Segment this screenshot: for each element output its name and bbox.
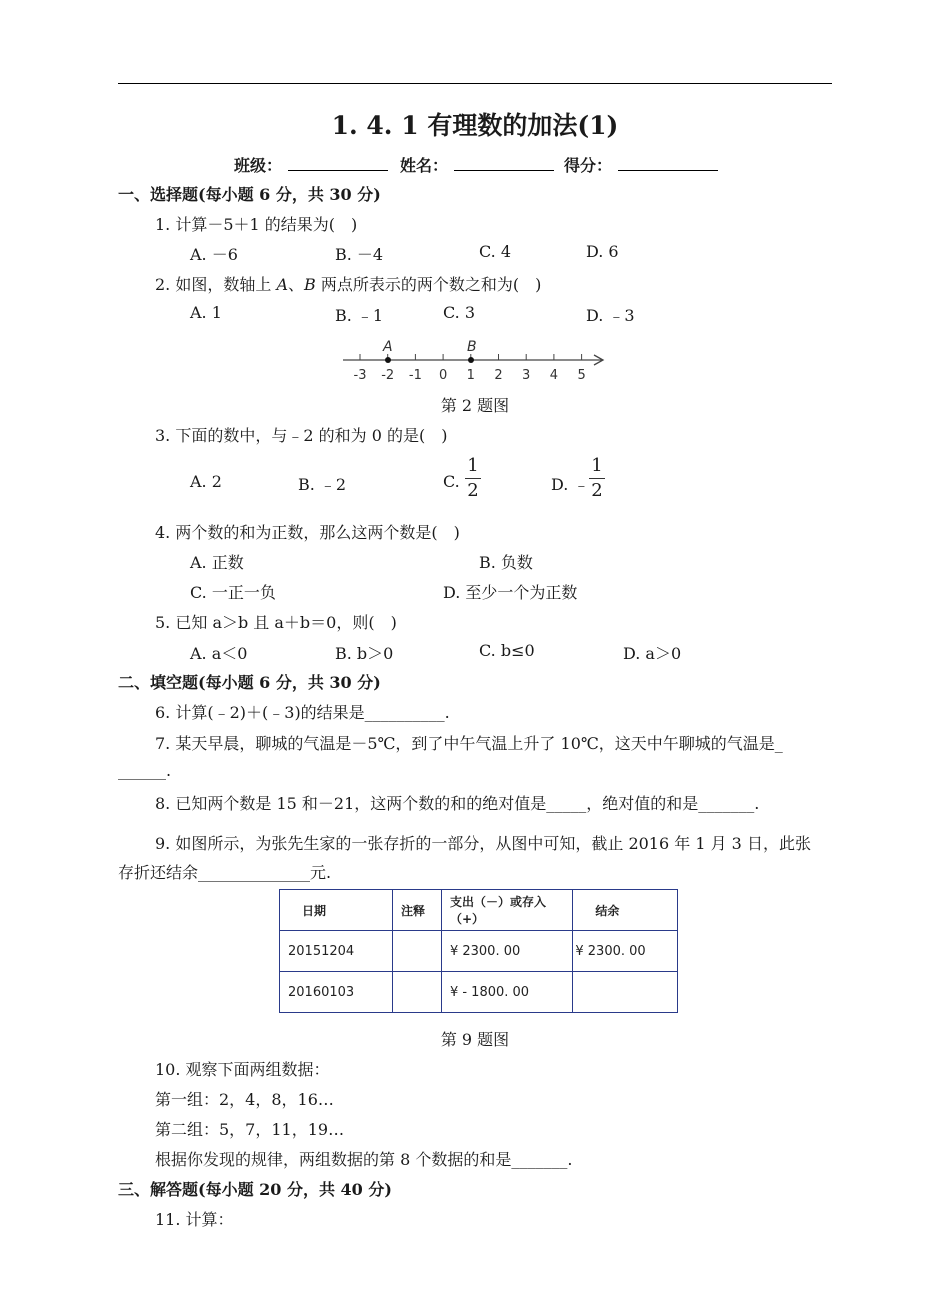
q3-stem: 3. 下面的数中，与﹣2 的和为 0 的是( ) [155,426,448,445]
row2-balance [573,972,678,1013]
name-label: 姓名： [400,156,449,175]
q2-option-c[interactable]: C. 3 [443,303,476,322]
q4-option-d[interactable]: D. 至少一个为正数 [443,583,578,602]
q3-c-fraction: 1 2 [465,455,481,502]
row1-note [392,931,441,972]
q11-text: 11. 计算： [155,1210,234,1229]
row2-note [392,972,441,1013]
q2-option-b[interactable]: B. ﹣1 [335,306,384,325]
row1-balance: ¥ 2300. 00 [573,931,678,972]
point-a-dot [385,357,391,363]
score-blank[interactable] [618,170,718,171]
q2-option-a[interactable]: A. 1 [190,303,222,322]
col-note-header: 注释 [392,890,441,931]
q7-text-line1: 7. 某天早晨，聊城的气温是－5℃，到了中午气温上升了 10℃，这天中午聊城的气温是_ [155,734,783,753]
top-rule [118,83,832,84]
q3-option-b[interactable]: B. ﹣2 [298,475,347,494]
row1-date: 20151204 [280,931,393,972]
number-line-tick-label: 0 [438,368,448,383]
q9-text-line2: 存折还结余______________元. [118,863,332,882]
q2-caption: 第 2 题图 [440,396,510,415]
page-title: 1. 4. 1 有理数的加法(1) [331,111,619,140]
number-line-tick-label: 3 [522,368,531,383]
table-row [280,972,678,1013]
q4-option-a[interactable]: A. 正数 [190,553,244,572]
row2-date: 20160103 [280,972,393,1013]
q3-option-d[interactable]: D. ﹣ [551,475,590,494]
q5-option-c[interactable]: C. b≤0 [479,641,535,660]
q3-option-c[interactable]: C. [443,472,460,491]
q10-text-line1: 10. 观察下面两组数据： [155,1060,330,1079]
q5-option-a[interactable]: A. a＜0 [190,644,248,663]
col-date-header: 日期 [280,890,393,931]
number-line-tick-label: 4 [549,368,559,383]
number-line-tick-label: 5 [577,368,586,383]
q10-text-line3: 第二组：5，7，11，19… [155,1120,345,1139]
q2-option-d[interactable]: D. ﹣3 [586,306,635,325]
q1-option-a[interactable]: A. －6 [190,245,238,264]
point-b-dot [468,357,474,363]
number-line-tick-label: 1 [466,368,475,383]
table-row [280,931,678,972]
name-blank[interactable] [454,170,554,171]
class-label: 班级： [234,156,283,175]
q4-option-b[interactable]: B. 负数 [479,553,533,572]
q2-stem: 2. 如图，数轴上 A、B 两点所表示的两个数之和为( ) [155,275,542,294]
q5-option-b[interactable]: B. b＞0 [335,644,394,663]
bankbook-figure [279,889,678,1017]
q1-stem: 1. 计算－5＋1 的结果为( ) [155,215,358,234]
col-balance-header: 结余 [573,890,678,931]
point-a-label: A [383,339,393,355]
q10-text-line4: 根据你发现的规律，两组数据的第 8 个数据的和是_______. [155,1150,573,1169]
section2-header: 二、填空题(每小题 6 分，共 30 分) [118,673,381,692]
row2-amount: ¥ - 1800. 00 [441,972,572,1013]
q5-option-d[interactable]: D. a＞0 [623,644,682,663]
q9-text-line1: 9. 如图所示，为张先生家的一张存折的一部分，从图中可知，截止 2016 年 1 月 3 日，此张 [155,834,811,853]
q10-text-line2: 第一组：2，4，8，16… [155,1090,334,1109]
q4-stem: 4. 两个数的和为正数，那么这两个数是( ) [155,523,460,542]
section1-header: 一、选择题(每小题 6 分，共 30 分) [118,185,381,204]
bankbook-table [279,889,678,1013]
q1-option-d[interactable]: D. 6 [586,242,619,261]
col-amount-header: 支出（－）或存入（+） [441,890,572,931]
class-blank[interactable] [288,170,388,171]
number-line-tick-label: -3 [353,368,367,383]
q3-d-fraction: 1 2 [589,455,605,502]
q8-text: 8. 已知两个数是 15 和－21，这两个数的和的绝对值是_____，绝对值的和是_______. [155,794,760,813]
number-line-figure [338,336,608,386]
number-line-tick-label: -1 [408,368,422,383]
q3-option-a[interactable]: A. 2 [190,472,222,491]
score-label: 得分： [564,156,613,175]
number-line-tick-label: 2 [494,368,503,383]
q6-text: 6. 计算(﹣2)＋(﹣3)的结果是__________. [155,703,450,722]
point-b-label: B [467,339,477,355]
row1-amount: ¥ 2300. 00 [441,931,572,972]
q1-option-c[interactable]: C. 4 [479,242,512,261]
q1-option-b[interactable]: B. －4 [335,245,384,264]
q5-stem: 5. 已知 a＞b 且 a＋b＝0，则( ) [155,613,397,632]
bankbook-header-row [280,890,678,931]
number-line-tick-label: -2 [381,368,395,383]
q4-option-c[interactable]: C. 一正一负 [190,583,276,602]
section3-header: 三、解答题(每小题 20 分，共 40 分) [118,1180,392,1199]
q7-text-line2: ______. [118,761,172,780]
q9-caption: 第 9 题图 [440,1030,510,1049]
